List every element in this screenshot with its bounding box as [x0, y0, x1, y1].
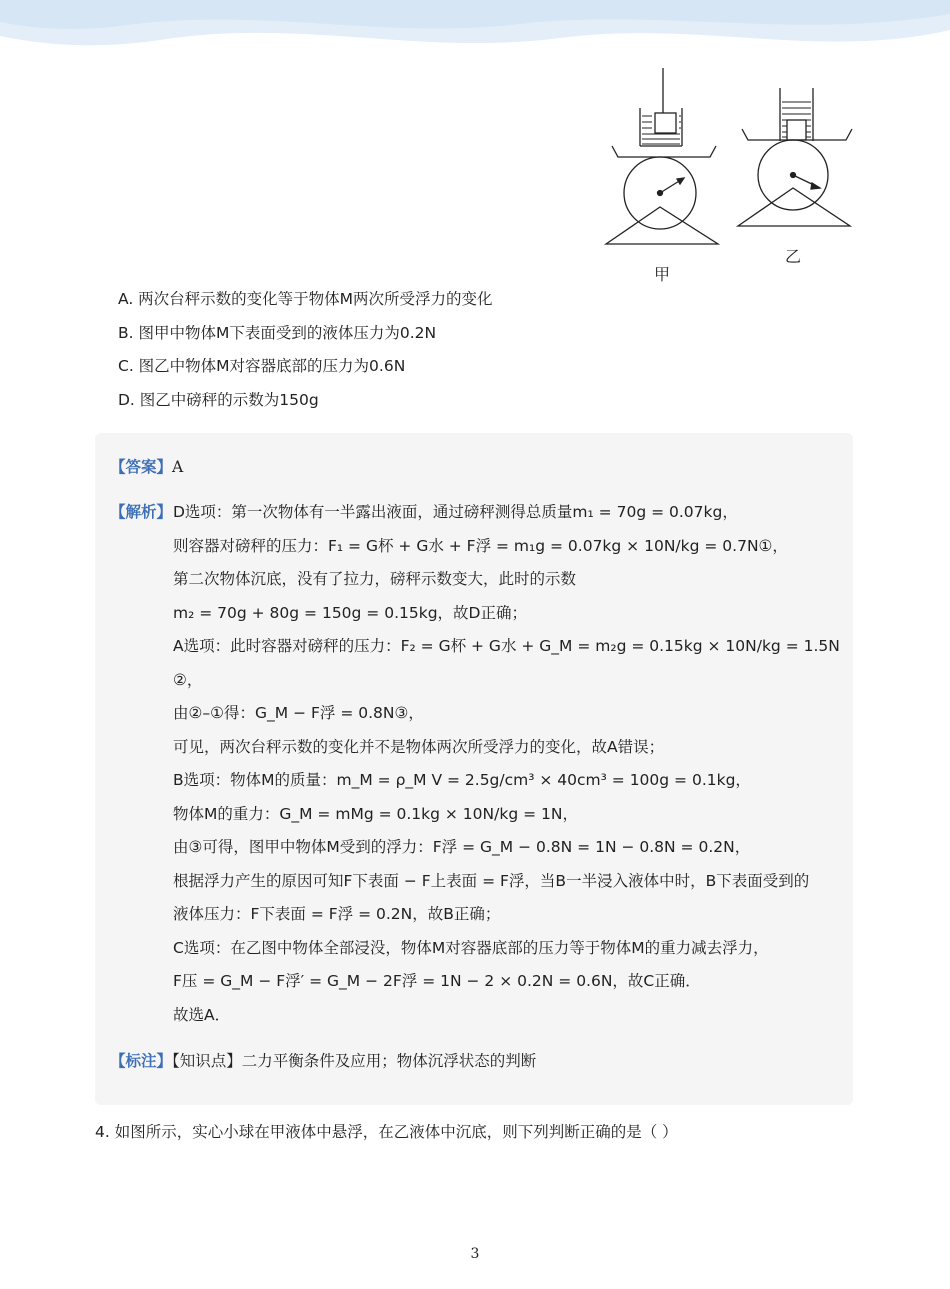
note-row	[110, 1049, 536, 1073]
answer-row	[110, 455, 183, 479]
analysis-tag: 【解析】	[110, 503, 173, 521]
analysis-line: F压 = G_M − F浮′ = G_M − 2F浮 = 1N − 2 × 0.2N = 0.6N，故C正确．	[173, 972, 701, 990]
note-text: 【知识点】二力平衡条件及应用；物体沉浮状态的判断	[172, 1052, 537, 1070]
analysis-line: 液体压力：F下表面 = F浮 = 0.2N，故B正确；	[173, 905, 501, 923]
analysis-line: 物体M的重力：G_M = mMg = 0.1kg × 10N/kg = 1N，	[173, 804, 578, 823]
option-b[interactable]: B. 图甲中物体M下表面受到的液体压力为0.2N	[118, 323, 437, 342]
analysis-line: D选项：第一次物体有一半露出液面，通过磅秤测得总质量m₁ = 70g = 0.07kg，	[173, 503, 738, 521]
question-4: 4. 如图所示，实心小球在甲液体中悬浮，在乙液体中沉底，则下列判断正确的是（ ）	[95, 1123, 678, 1141]
analysis-line: 故选A．	[173, 1005, 231, 1024]
analysis-line: 由③可得，图甲中物体M受到的浮力：F浮 = G_M − 0.8N = 1N − 0.8N = 0.2N，	[173, 838, 751, 856]
right-scale-setup	[738, 88, 852, 226]
page-number: 3	[470, 1246, 480, 1262]
analysis-lines	[173, 500, 840, 1036]
analysis-line: 则容器对磅秤的压力：F₁ = G杯 + G水 + F浮 = m₁g = 0.07kg × 10N/kg = 0.7N①，	[173, 536, 788, 555]
note-tag: 【标注】	[110, 1052, 173, 1070]
answer-tag: 【答案】	[110, 458, 173, 476]
analysis-line: C选项：在乙图中物体全部浸没，物体M对容器底部的压力等于物体M的重力减去浮力，	[173, 938, 769, 957]
analysis-line: 根据浮力产生的原因可知F下表面 − F上表面 = F浮，当B一半浸入液体中时，B下表面受到的	[173, 871, 810, 890]
option-d[interactable]: D. 图乙中磅秤的示数为150g	[118, 390, 319, 409]
analysis-line: ②，	[173, 670, 203, 689]
analysis-line: 由②–①得：G_M − F浮 = 0.8N③，	[173, 704, 424, 722]
analysis-line: 第二次物体沉底，没有了拉力，磅秤示数变大，此时的示数	[173, 570, 577, 588]
option-a[interactable]: A. 两次台秤示数的变化等于物体M两次所受浮力的变化	[118, 290, 493, 308]
analysis-line: A选项：此时容器对磅秤的压力：F₂ = G杯 + G水 + G_M = m₂g = 0.15kg × 10N/kg = 1.5N	[173, 637, 840, 655]
analysis-line: B选项：物体M的质量：m_M = ρ_M V = 2.5g/cm³ × 40cm³ = 100g = 0.1kg，	[173, 771, 751, 789]
analysis-line: 可见，两次台秤示数的变化并不是物体两次所受浮力的变化，故A错误；	[173, 737, 665, 756]
option-c[interactable]: C. 图乙中物体M对容器底部的压力为0.6N	[118, 357, 406, 375]
left-scale-setup	[606, 68, 718, 244]
solution-box	[95, 433, 853, 1105]
answer-value: A	[172, 458, 184, 476]
figure-label-right: 乙	[784, 247, 802, 266]
option-list	[118, 285, 493, 419]
analysis-line: m₂ = 70g + 80g = 150g = 0.15kg，故D正确；	[173, 603, 527, 622]
figure-label-left: 甲	[653, 265, 671, 284]
scale-diagram	[600, 60, 860, 290]
